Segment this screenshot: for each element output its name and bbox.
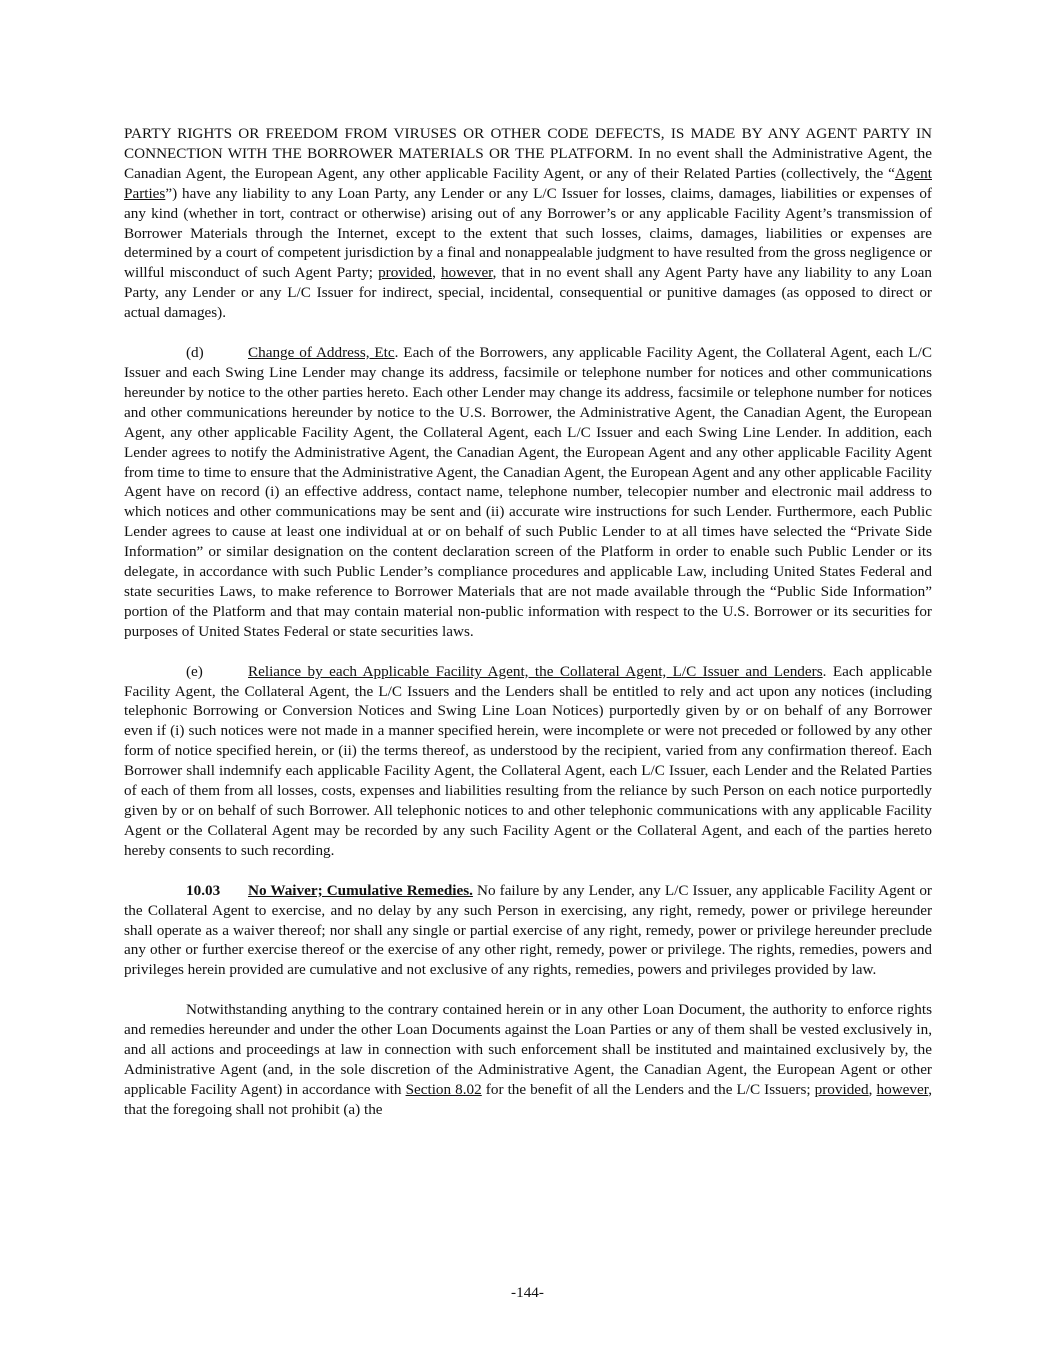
paragraph-c-continuation: [124, 124, 932, 323]
text-run: , that in no event shall any Agent Party have any liability to any Loan Party, any Lender or any L/C Issuer for indirect, special, incidental, consequential or punitive damages (as opposed to direct or actual damages).: [124, 264, 932, 322]
section-heading-no-waiver: No Waiver; Cumulative Remedies.: [248, 881, 473, 899]
text-run: ,: [868, 1080, 877, 1098]
section-reference-8-02[interactable]: Section 8.02: [405, 1080, 482, 1098]
section-number: 10.03: [186, 881, 221, 899]
text-run: ”) have any liability to any Loan Party, any Lender or any L/C Issuer for losses, claims, damages, liabilities or expenses of any kind (whether in tort, contract or otherwise) arising out of any Borrower’s or any applicable Facility Agent’s transmission of Borrower Materials through the Internet, except to the extent that such losses, claims, damages, liabilities or expenses are determined by a court of competent jurisdiction by a final and nonappealable judgment to have resulted from the gross negligence or willful misconduct of such Agent Party;: [124, 184, 932, 282]
text-run: ,: [432, 264, 441, 282]
text-run: PARTY RIGHTS OR FREEDOM FROM VIRUSES OR OTHER CODE DEFECTS, IS MADE BY ANY AGENT PARTY IN CONNECTION WITH THE BORROWER MATERIALS OR THE PLATFORM. In no event shall the Administrative Agent, the Canadian Agent, the European Agent, any other applicable Facility Agent, or any of their Related Parties (collectively, the “: [124, 125, 932, 182]
however-term: however: [876, 1080, 929, 1098]
section-body: No failure by any Lender, any L/C Issuer, any applicable Facility Agent or the Collateral Agent to exercise, and no delay by any such Person in exercising, any right, remedy, power or privilege hereunder shall operate as a waiver thereof; nor shall any single or partial exercise of any right, remedy, power or privilege hereunder preclude any other or further exercise thereof or the exercise of any other right, remedy, power or privilege. The rights, remedies, powers and privileges herein provided are cumulative and not exclusive of any rights, remedies, powers and privileges provided by law.: [124, 881, 932, 979]
page-number: -144-: [511, 1284, 544, 1301]
text-run: for the benefit of all the Lenders and the L/C Issuers;: [481, 1080, 815, 1098]
document-page: [124, 124, 932, 1140]
however-term: however: [440, 264, 493, 282]
paragraph-heading-change-of-address: Change of Address, Etc: [248, 344, 395, 362]
paragraph-e: [124, 662, 932, 861]
provided-term: provided: [378, 264, 433, 282]
paragraph-notwithstanding: [124, 1000, 932, 1119]
text-run: , that the foregoing shall not prohibit (a) the: [124, 1080, 932, 1118]
text-run: Notwithstanding anything to the contrary contained herein or in any other Loan Document, the authority to enforce rights and remedies hereunder and under the other Loan Documents against the Loan Parties or any of them shall be vested exclusively in, and all actions and proceedings at law in connection with such enforcement shall be instituted and maintained exclusively by, the Administrative Agent (and, in the sole discretion of the Administrative Agent, the Canadian Agent, the European Agent or other applicable Facility Agent) in accordance with: [124, 1001, 932, 1098]
paragraph-heading-reliance: Reliance by each Applicable Facility Agent, the Collateral Agent, L/C Issuer and Lenders: [248, 662, 823, 680]
provided-term: provided: [814, 1080, 869, 1098]
defined-term-agent-parties: Agent Parties: [124, 164, 932, 202]
paragraph-d: [124, 343, 932, 642]
paragraph-label: (d): [186, 344, 204, 362]
paragraph-label: (e): [186, 662, 203, 680]
paragraph-body: . Each of the Borrowers, any applicable Facility Agent, the Collateral Agent, each L/C Issuer and each Swing Line Lender may change its address, facsimile or telephone number for notices and other communications hereunder by notice to the other parties hereto. Each other Lender may change its address, facsimile or telephone number for notices and other communications hereunder by notice to the U.S. Borrower, the Administrative Agent, the Canadian Agent, the European Agent, any other applicable Facility Agent, the Collateral Agent, each L/C Issuer and each Swing Line Lender. In addition, each Lender agrees to notify the Administrative Agent, the Canadian Agent, the European Agent and any other applicable Facility Agent from time to time to ensure that the Administrative Agent, the Canadian Agent, the European Agent and any other applicable Facility Agent have on record (i) an effective address, contact name, telephone number, telecopier number and electronic mail address to which notices and other communications may be sent and (ii) accurate wire instructions for such Lender. Furthermore, each Public Lender agrees to cause at least one individual at or on behalf of such Public Lender to at all times have selected the “Private Side Information” or similar designation on the content declaration screen of the Platform in order to enable such Public Lender or its delegate, in accordance with such Public Lender’s compliance procedures and applicable Law, including United States Federal and state securities Laws, to make reference to Borrower Materials that are not made available through the “Public Side Information” portion of the Platform and that may contain material non-public information with respect to the U.S. Borrower or its securities for purposes of United States Federal or state securities laws.: [124, 344, 932, 640]
section-10-03: [124, 881, 932, 981]
paragraph-body: . Each applicable Facility Agent, the Collateral Agent, the L/C Issuers and the Lenders shall be entitled to rely and act upon any notices (including telephonic Borrowing or Conversion Notices and Swing Line Loan Notices) purportedly given by or on behalf of any Borrower even if (i) such notices were not made in a manner specified herein, were incomplete or were not preceded or followed by any other form of notice specified herein, or (ii) the terms thereof, as understood by the recipient, varied from any confirmation thereof. Each Borrower shall indemnify each applicable Facility Agent, the Collateral Agent, each L/C Issuer, each Lender and the Related Parties of each of them from all losses, costs, expenses and liabilities resulting from the reliance by such Person on each notice purportedly given by or on behalf of such Borrower. All telephonic notices to and other telephonic communications with any applicable Facility Agent or the Collateral Agent may be recorded by any such Facility Agent or the Collateral Agent, and each of the parties hereto hereby consents to such recording.: [124, 662, 932, 859]
